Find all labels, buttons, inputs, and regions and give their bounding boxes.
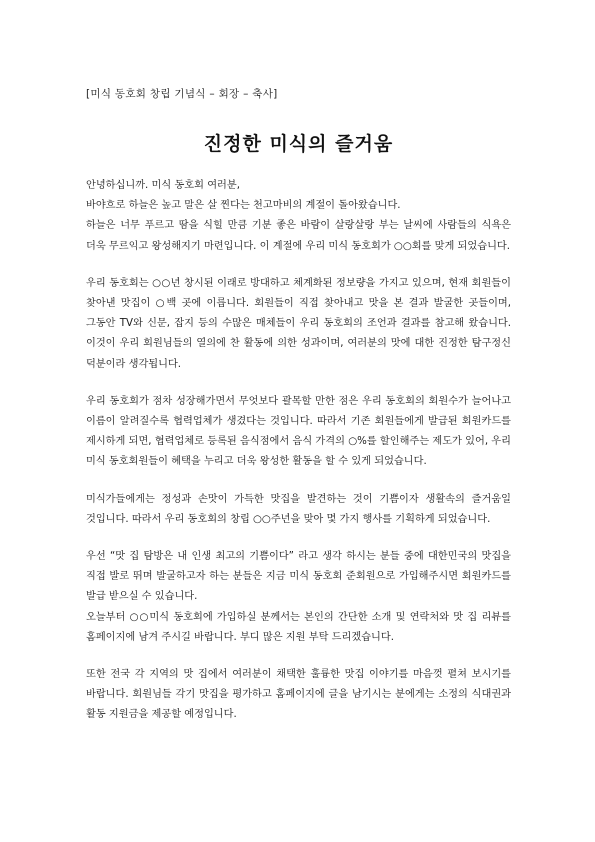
event-paragraph: 미식가들에게는 정성과 손맛이 가득한 맛집을 발견하는 것이 기쁨이자 생활속의 즐거움일 것입니다. 따라서 우리 동호회의 창립 ○○주년을 맞아 몇 가지 행사를 기획하게 되었습니다. [86, 493, 511, 525]
membership-paragraph: 우선 “맛 집 탐방은 내 인생 최고의 기쁨이다” 라고 생각 하시는 분들 중에 대한민국의 맛집을 직접 발로 뛰며 발굴하고자 하는 분들은 지금 미식 동호회 준회원으로 가입해주시면 회원카드를 발급 받으실 수 있습니다. [86, 551, 511, 603]
greeting-paragraph: 안녕하십니까. 미식 동호회 여러분, [86, 180, 240, 191]
signup-paragraph: 오늘부터 ○○미식 동호회에 가입하실 분께서는 본인의 간단한 소개 및 연락처와 맛 집 리뷰를 홈페이지에 남겨 주시길 바랍니다. 부디 많은 지원 부탁 드리겠습니다. [86, 611, 511, 643]
document-title: 진정한 미식의 즐거움 [203, 133, 394, 155]
weather-paragraph: 하늘은 너무 푸르고 땀을 식힐 만큼 기분 좋은 바람이 살랑살랑 부는 날씨에 사람들의 식욕은 더욱 무르익고 왕성해지기 마련입니다. 이 계절에 우리 미식 동호회가 ○○회를 맞게 되었습니다. [86, 220, 511, 252]
history-paragraph: 우리 동호회는 ○○년 창시된 이래로 방대하고 체계화된 정보량을 가지고 있으며, 현재 회원들이 찾아낸 맛집이 ○백 곳에 이릅니다. 회원들이 직접 찾아내고 맛을 본 결과 발굴한 곳들이며, 그동안 TV와 신문, 잡지 등의 수많은 매체들이 우리 동호회의 조언과 결과를 참고해 왔습니다. 이것이 우리 회원님들의 열의에 찬 활동에 의한 성과이며, 여러분의 맛에 대한 진정한 탐구정신 덕분이라 생각됩니다. [86, 277, 511, 370]
document-header: [미식 동호회 창립 기념식 – 회장 – 축사] [86, 88, 278, 100]
growth-paragraph: 우리 동호회가 점차 성장해가면서 무엇보다 괄목할 만한 점은 우리 동호회의 회원수가 늘어나고 이름이 알려질수록 협력업체가 생겼다는 것입니다. 따라서 기존 회원들에게 발급된 회원카드를 제시하게 되면, 협력업체로 등록된 음식점에서 음식 가격의 ○%를 할인해주는 제도가 있어, 우리 미식 동호회원들이 혜택을 누리고 더욱 왕성한 활동을 할 수 있게 되었습니다. [86, 395, 511, 468]
review-paragraph: 또한 전국 각 지역의 맛 집에서 여러분이 채택한 훌륭한 맛집 이야기를 마음껏 펼쳐 보시기를 바랍니다. 회원님들 각기 맛집을 평가하고 홈페이지에 글을 남기시는 분에게는 소정의 식대권과 활동 지원금을 제공할 예정입니다. [86, 669, 511, 721]
season-paragraph: 바야흐로 하늘은 높고 말은 살 찐다는 천고마비의 계절이 돌아왔습니다. [86, 200, 401, 212]
document-body [86, 176, 511, 726]
